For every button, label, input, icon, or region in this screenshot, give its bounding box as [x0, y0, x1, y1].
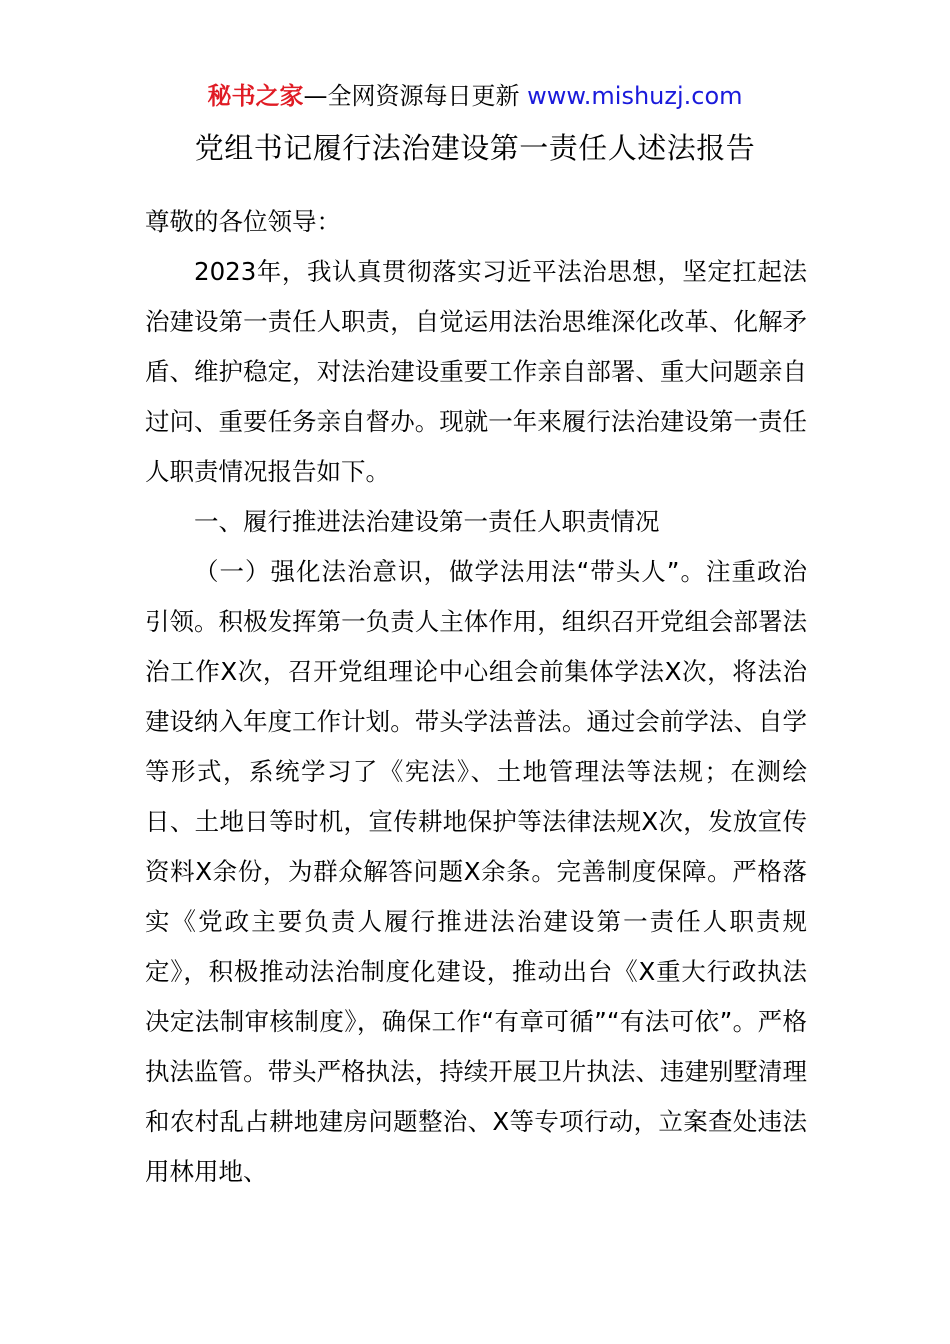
paragraph-intro: 2023年，我认真贯彻落实习近平法治思想，坚定扛起法治建设第一责任人职责，自觉运用法治思维深化改革、化解矛盾、维护稳定，对法治建设重要工作亲自部署、重大问题亲自过问、重要任务亲自督办。现就一年来履行法治建设第一责任人职责情况报告如下。 — [145, 257, 807, 486]
document-title: 党组书记履行法治建设第一责任人述法报告 — [194, 131, 756, 165]
section-heading-1: 一、履行推进法治建设第一责任人职责情况 — [194, 507, 660, 536]
site-name: 秘书之家 — [207, 82, 304, 110]
site-tagline: —全网资源每日更新 — [303, 82, 528, 110]
salutation: 尊敬的各位领导： — [145, 207, 341, 236]
document-body — [145, 197, 807, 1197]
paragraph-section-1-1: （一）强化法治意识，做学法用法“带头人”。注重政治引领。积极发挥第一负责人主体作用，组织召开党组会部署法治工作X次，召开党组理论中心组会前集体学法X次，将法治建设纳入年度工作计划。带头学法普法。通过会前学法、自学等形式，系统学习了《宪法》、土地管理法等法规；在测绘日、土地日等时机，宣传耕地保护等法律法规X次，发放宣传资料X余份，为群众解答问题X余条。完善制度保障。严格落实《党政主要负责人履行推进法治建设第一责任人职责规定》，积极推动法治制度化建设，推动出台《X重大行政执法决定法制审核制度》，确保工作“有章可循”“有法可依”。严格执法监管。带头严格执法，持续开展卫片执法、违建别墅清理和农村乱占耕地建房问题整治、X等专项行动，立案查处违法用林用地、 — [145, 557, 807, 1186]
site-header — [0, 80, 950, 112]
site-url-link[interactable]: www.mishuzj.com — [527, 82, 743, 110]
